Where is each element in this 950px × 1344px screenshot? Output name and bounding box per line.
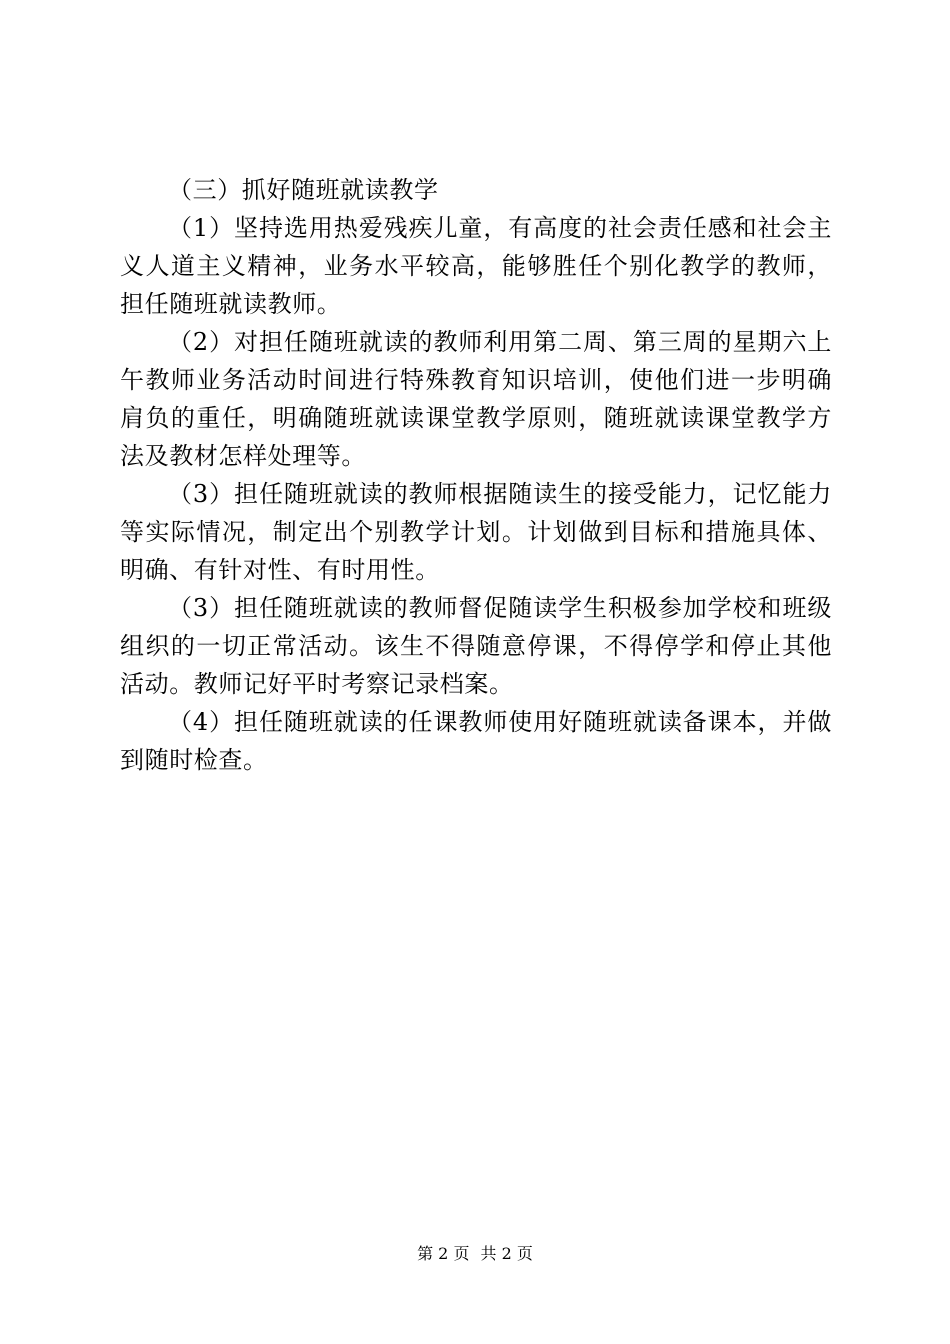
document-body — [120, 171, 832, 779]
section-heading: （三）抓好随班就读教学 — [168, 176, 439, 204]
page-total: 共 2 页 — [480, 1244, 533, 1263]
paragraph-item-4: （4）担任随班就读的任课教师使用好随班就读备课本，并做到随时检查。 — [120, 708, 832, 774]
page-footer — [0, 1243, 950, 1265]
paragraph-item-3a: （3）担任随班就读的教师根据随读生的接受能力，记忆能力等实际情况，制定出个别教学计划。计划做到目标和措施具体、明确、有针对性、有时用性。 — [120, 480, 832, 584]
paragraph-item-3b: （3）担任随班就读的教师督促随读学生积极参加学校和班级组织的一切正常活动。该生不得随意停课，不得停学和停止其他活动。教师记好平时考察记录档案。 — [120, 594, 832, 698]
paragraph-item-2: （2）对担任随班就读的教师利用第二周、第三周的星期六上午教师业务活动时间进行特殊教育知识培训，使他们进一步明确肩负的重任，明确随班就读课堂教学原则，随班就读课堂教学方法及教材怎样处理等。 — [120, 328, 832, 470]
page-number: 第 2 页 — [417, 1244, 470, 1263]
paragraph-item-1: （1）坚持选用热爱残疾儿童，有高度的社会责任感和社会主义人道主义精神，业务水平较高，能够胜任个别化教学的教师，担任随班就读教师。 — [120, 214, 832, 318]
